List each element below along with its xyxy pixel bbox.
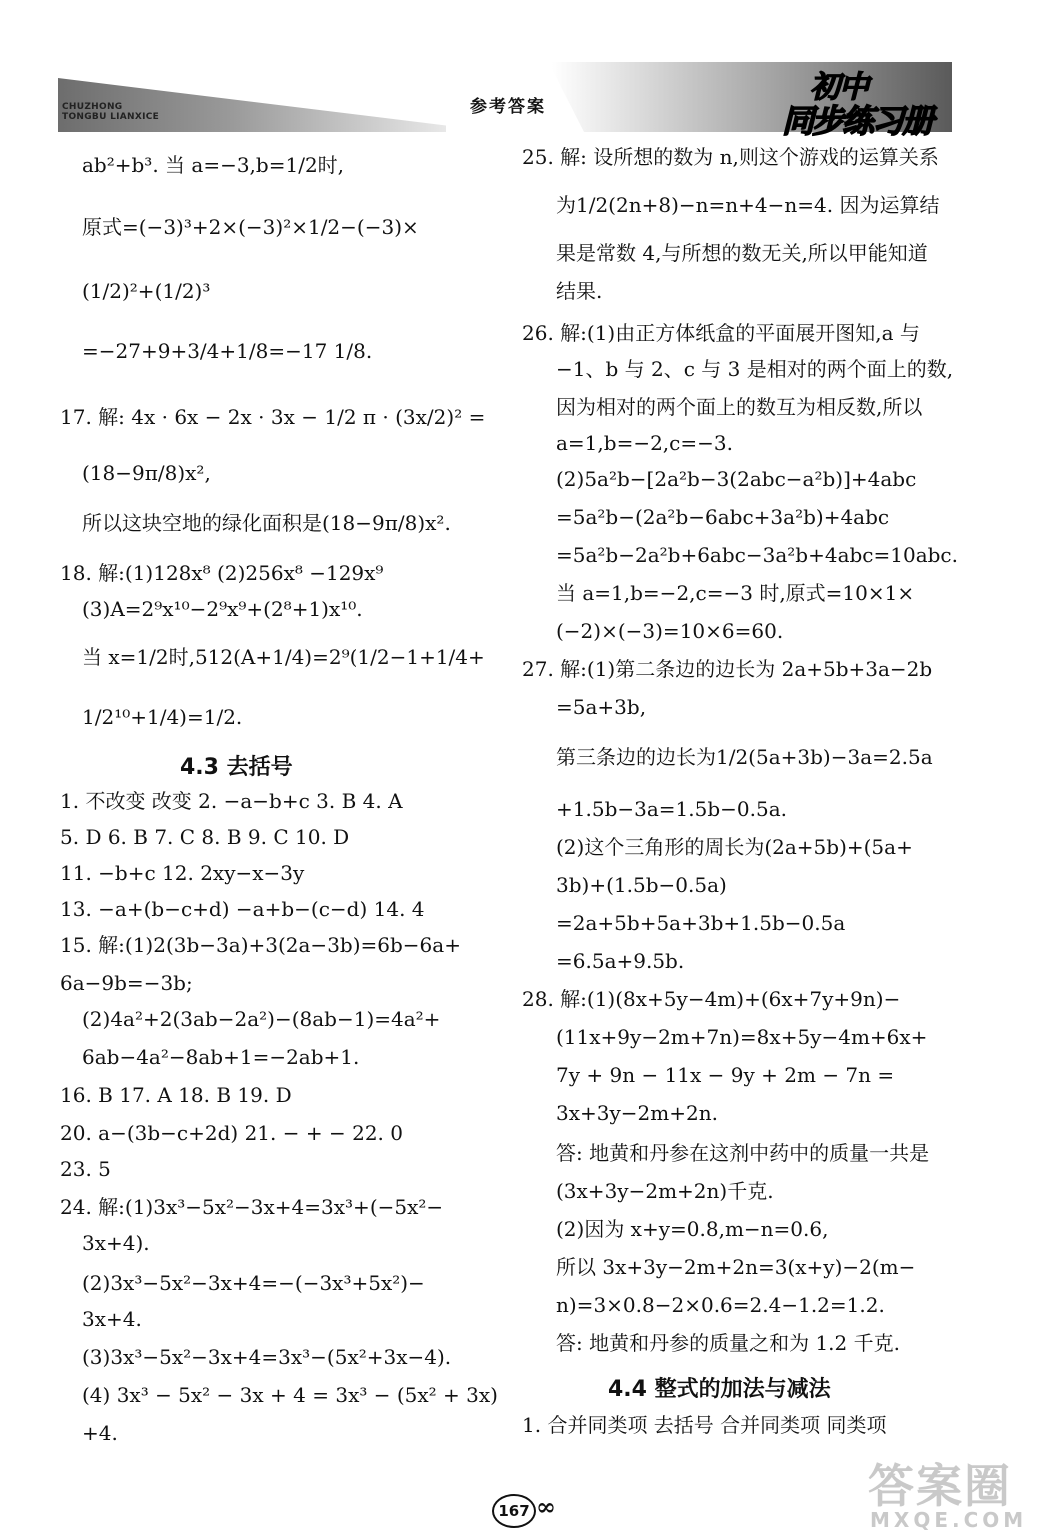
answer-line: (−2)×(−3)=10×6=60. xyxy=(556,619,784,643)
answer-line: 24. 解:(1)3x³−5x²−3x+4=3x³+(−5x²− xyxy=(60,1195,444,1219)
answer-line: 所以这块空地的绿化面积是(18−9π/8)x². xyxy=(82,511,451,535)
answer-line: (2)这个三角形的周长为(2a+5b)+(5a+ xyxy=(556,835,913,859)
answer-line: n)=3×0.8−2×0.6=2.4−1.2=1.2. xyxy=(556,1293,885,1317)
answer-line: 果是常数 4,与所想的数无关,所以甲能知道 xyxy=(556,241,928,265)
answer-line: 20. a−(3b−c+2d) 21. − + − 22. 0 xyxy=(60,1121,403,1145)
answer-line: 28. 解:(1)(8x+5y−4m)+(6x+7y+9n)− xyxy=(522,987,901,1011)
answer-line: =5a²b−2a²b+6abc−3a²b+4abc=10abc. xyxy=(556,543,958,567)
watermark-logo: 答案圈 xyxy=(868,1459,1012,1513)
answer-line: 18. 解:(1)128x⁸ (2)256x⁸ −129x⁹ xyxy=(60,561,384,585)
ornament-icon: ∞ xyxy=(536,1492,556,1521)
section-title-4-4: 4.4 整式的加法与减法 xyxy=(608,1377,831,1402)
brand-logo-bottom: 同步练习册 xyxy=(782,102,933,140)
answer-line: 结果. xyxy=(556,279,603,303)
answer-line: 原式=(−3)³+2×(−3)²×1/2−(−3)× xyxy=(82,215,419,239)
answer-line: a=1,b=−2,c=−3. xyxy=(556,431,733,455)
answer-line: (2)5a²b−[2a²b−3(2abc−a²b)]+4abc xyxy=(556,467,917,491)
answer-line: 1/2¹⁰+1/4)=1/2. xyxy=(82,705,243,729)
answer-line: 16. B 17. A 18. B 19. D xyxy=(60,1083,292,1107)
answer-line: 答: 地黄和丹参的质量之和为 1.2 千克. xyxy=(556,1331,900,1355)
answer-line: 所以 3x+3y−2m+2n=3(x+y)−2(m− xyxy=(556,1255,916,1279)
answer-line: 25. 解: 设所想的数为 n,则这个游戏的运算关系 xyxy=(522,145,939,169)
answer-line: 1. 不改变 改变 2. −a−b+c 3. B 4. A xyxy=(60,789,403,813)
answer-line: 23. 5 xyxy=(60,1157,111,1181)
section-title-4-3: 4.3 去括号 xyxy=(180,755,293,780)
answer-line: 第三条边的边长为1/2(5a+3b)−3a=2.5a xyxy=(556,745,933,769)
answer-line: 17. 解: 4x · 6x − 2x · 3x − 1/2 π · (3x/2)² = xyxy=(60,405,486,429)
watermark xyxy=(840,1450,1030,1530)
answer-line: (1/2)²+(1/2)³ xyxy=(82,279,211,303)
answer-line: 13. −a+(b−c+d) −a+b−(c−d) 14. 4 xyxy=(60,897,425,921)
answer-line: =5a²b−(2a²b−6abc+3a²b)+4abc xyxy=(556,505,890,529)
page-number: 167 xyxy=(498,1502,530,1520)
answer-line: (3x+3y−2m+2n)千克. xyxy=(556,1179,774,1203)
answer-line: (4) 3x³ − 5x² − 3x + 4 = 3x³ − (5x² + 3x) xyxy=(82,1383,498,1407)
answer-line: 当 x=1/2时,512(A+1/4)=2⁹(1/2−1+1/4+ xyxy=(82,645,485,669)
answer-line: 5. D 6. B 7. C 8. B 9. C 10. D xyxy=(60,825,350,849)
answer-line: 答: 地黄和丹参在这剂中药中的质量一共是 xyxy=(556,1141,930,1165)
answer-line: 当 a=1,b=−2,c=−3 时,原式=10×1× xyxy=(556,581,915,605)
answer-line: =−27+9+3/4+1/8=−17 1/8. xyxy=(82,339,373,363)
answer-line: 3x+4). xyxy=(82,1231,150,1255)
answer-line: =6.5a+9.5b. xyxy=(556,949,685,973)
answer-line: (2)4a²+2(3ab−2a²)−(8ab−1)=4a²+ xyxy=(82,1007,441,1031)
answer-line: 因为相对的两个面上的数互为相反数,所以 xyxy=(556,395,923,419)
answer-line: 3x+3y−2m+2n. xyxy=(556,1101,718,1125)
answer-line: 11. −b+c 12. 2xy−x−3y xyxy=(60,861,305,885)
answer-line: =2a+5b+5a+3b+1.5b−0.5a xyxy=(556,911,846,935)
answer-line: 6ab−4a²−8ab+1=−2ab+1. xyxy=(82,1045,360,1069)
brand-logo-top: 初中 xyxy=(810,70,868,105)
answer-line: (3)3x³−5x²−3x+4=3x³−(5x²+3x−4). xyxy=(82,1345,452,1369)
answer-line: 3b)+(1.5b−0.5a) xyxy=(556,873,727,897)
answer-line: (11x+9y−2m+7n)=8x+5y−4m+6x+ xyxy=(556,1025,928,1049)
answer-line: +1.5b−3a=1.5b−0.5a. xyxy=(556,797,787,821)
answer-line: =5a+3b, xyxy=(556,695,647,719)
answer-line: (2)因为 x+y=0.8,m−n=0.6, xyxy=(556,1217,829,1241)
answer-line: 6a−9b=−3b; xyxy=(60,971,193,995)
answer-line: 26. 解:(1)由正方体纸盒的平面展开图知,a 与 xyxy=(522,321,920,345)
answer-line: 3x+4. xyxy=(82,1307,142,1331)
answer-line: 15. 解:(1)2(3b−3a)+3(2a−3b)=6b−6a+ xyxy=(60,933,461,957)
header-title: 参考答案 xyxy=(470,97,546,117)
page-header xyxy=(0,0,1043,150)
answer-line: (18−9π/8)x², xyxy=(82,461,211,485)
answer-line: −1、b 与 2、c 与 3 是相对的两个面上的数, xyxy=(556,357,954,381)
answer-line: ab²+b³. 当 a=−3,b=1/2时, xyxy=(82,153,345,177)
header-pinyin: CHUZHONG TONGBU LIANXICE xyxy=(62,102,160,122)
answer-line: 27. 解:(1)第二条边的边长为 2a+5b+3a−2b xyxy=(522,657,933,681)
answer-line: 1. 合并同类项 去括号 合并同类项 同类项 xyxy=(522,1413,887,1437)
answer-line: (3)A=2⁹x¹⁰−2⁹x⁹+(2⁸+1)x¹⁰. xyxy=(82,597,363,621)
answer-line: +4. xyxy=(82,1421,118,1445)
answer-line: 7y + 9n − 11x − 9y + 2m − 7n = xyxy=(556,1063,895,1087)
page-number-badge xyxy=(492,1494,536,1528)
watermark-url: MXQE.COM xyxy=(870,1508,1028,1532)
answer-line: 为1/2(2n+8)−n=n+4−n=4. 因为运算结 xyxy=(556,193,940,217)
answer-line: (2)3x³−5x²−3x+4=−(−3x³+5x²)− xyxy=(82,1271,425,1295)
